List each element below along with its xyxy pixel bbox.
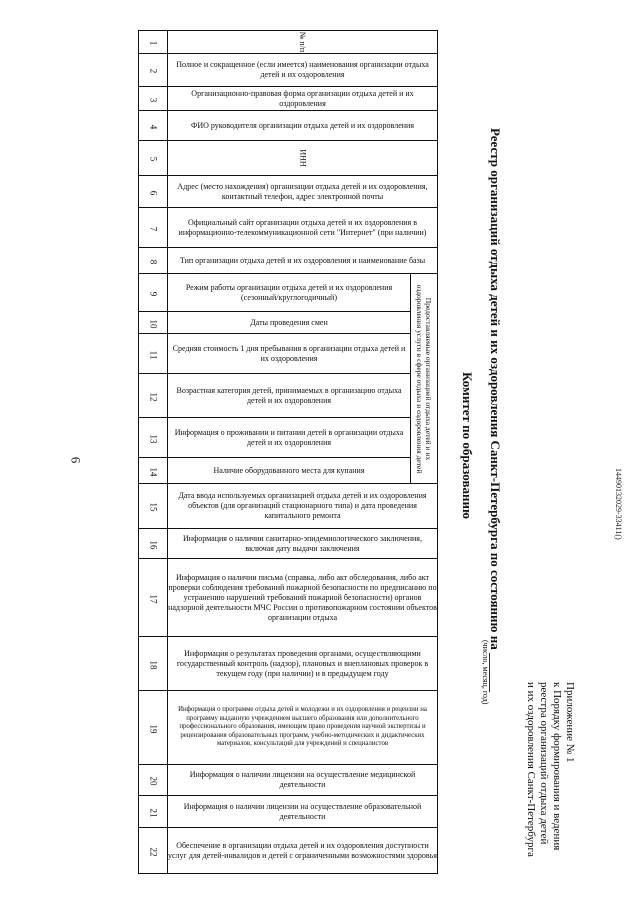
- table-row: [139, 418, 438, 458]
- row-number: 18: [139, 637, 168, 691]
- row-number: 15: [139, 484, 168, 529]
- table-row: [139, 312, 438, 334]
- row-header: Организационно-правовая форма организации отдыха детей и их оздоровления: [168, 87, 438, 111]
- row-header: Возрастная категория детей, принимаемых в организацию отдыха детей и их оздоровления: [168, 374, 411, 418]
- row-header: Информация о наличии письма (справка, либо акт обследования, либо акт проверки соблюдения требований пожарной безопасности по предписанию по устранению нарушений требований пожарной безопасности) органов надзорной деятельности МЧС России о противопожарном состоянии объектов организации отдыха: [168, 559, 438, 637]
- table-row: [139, 111, 438, 141]
- table-row: [139, 796, 438, 828]
- page-number: 6: [68, 456, 84, 464]
- table-row: [139, 458, 438, 484]
- row-header: ИНН: [168, 141, 438, 176]
- row-number: 17: [139, 559, 168, 637]
- row-header: Полное и сокращенное (если имеется) наименования организации отдыха детей и их оздоровления: [168, 54, 438, 87]
- table-row: [139, 274, 438, 312]
- appendix-line: и их оздоровления Санкт-Петербурга: [525, 682, 537, 857]
- row-number: 8: [139, 248, 168, 274]
- row-header: № п/п: [168, 31, 438, 54]
- row-number: 12: [139, 374, 168, 418]
- table-row: [139, 54, 438, 87]
- row-header: Обеспечение в организации отдыха детей и их оздоровления доступности услуг для детей-инвалидов и детей с ограниченными возможностями здоровья: [168, 828, 438, 874]
- table-row: [139, 374, 438, 418]
- row-header: Официальный сайт организации отдыха детей и их оздоровления в информационно-телекоммуникационной сети "Интернет" (при наличии): [168, 208, 438, 248]
- row-number: 6: [139, 176, 168, 208]
- registry-table: [138, 30, 438, 874]
- table-row: [139, 559, 438, 637]
- appendix-block: [524, 682, 576, 857]
- row-number: 20: [139, 765, 168, 796]
- table-row: [139, 828, 438, 874]
- table-row: [139, 484, 438, 529]
- row-number: 22: [139, 828, 168, 874]
- row-number: 14: [139, 458, 168, 484]
- row-header: Адрес (место нахождения) организации отдыха детей и их оздоровления, контактный телефон, адрес электронной почты: [168, 176, 438, 208]
- row-header: Информация о проживании и питании детей в организации отдыха детей и их оздоровления: [168, 418, 411, 458]
- row-number: 10: [139, 312, 168, 334]
- table-row: [139, 87, 438, 111]
- row-number: 2: [139, 54, 168, 87]
- table-row: [139, 176, 438, 208]
- row-number: 16: [139, 529, 168, 559]
- table-row: [139, 334, 438, 374]
- row-header: Информация о наличии санитарно-эпидемиологического заключения, включая дату выдачи заключения: [168, 529, 438, 559]
- table-row: [139, 691, 438, 765]
- services-group-header: Предоставляемые организацией отдыха детей и их оздоровления услуги в сфере отдыха и оздоровления детей: [411, 274, 438, 484]
- row-header: Информация о программе отдыха детей и молодежи и их оздоровления и рецензии на программу выданную учреждением высшего образования или дополнительного профессионального образования, имеющим право проведения научной экспертизы и рецензирования образовательных программ, учебно-методических и дидактических материалов, консультаций для учреждений и специалистов: [168, 691, 438, 765]
- row-header: Дата ввода используемых организацией отдыха детей и их оздоровления объектов (для организаций стационарного типа) и дата проведения капитального ремонта: [168, 484, 438, 529]
- table-row: [139, 529, 438, 559]
- row-number: 5: [139, 141, 168, 176]
- table-row: [139, 208, 438, 248]
- table-row: [139, 141, 438, 176]
- row-number: 3: [139, 87, 168, 111]
- row-number: 21: [139, 796, 168, 828]
- row-header: ФИО руководителя организации отдыха детей и их оздоровления: [168, 111, 438, 141]
- table-row: [139, 31, 438, 54]
- row-header: Информация о наличии лицензии на осуществление медицинской деятельности: [168, 765, 438, 796]
- row-number: 1: [139, 31, 168, 54]
- document-number: 14490132029-33411(): [614, 468, 623, 540]
- table-row: [139, 765, 438, 796]
- row-number: 4: [139, 111, 168, 141]
- document-title: Реестр организаций отдыха детей и их оздоровления Санкт-Петербурга по состоянию на ______: [488, 128, 503, 692]
- row-header: Режим работы организации отдыха детей и их оздоровления (сезонный/круглогодичный): [168, 274, 411, 312]
- row-number: 7: [139, 208, 168, 248]
- date-hint: (число, месяц, год): [481, 640, 490, 705]
- document-subtitle: Комитет по образованию: [460, 372, 475, 519]
- row-header: Тип организации отдыха детей и их оздоровления и наименование базы: [168, 248, 438, 274]
- row-number: 9: [139, 274, 168, 312]
- row-number: 19: [139, 691, 168, 765]
- row-header: Наличие оборудованного места для купания: [168, 458, 411, 484]
- table-row: [139, 248, 438, 274]
- row-number: 13: [139, 418, 168, 458]
- table-row: [139, 637, 438, 691]
- row-header: Средняя стоимость 1 дня пребывания в организации отдыха детей и их оздоровления: [168, 334, 411, 374]
- appendix-line: Приложение № 1: [564, 682, 576, 763]
- row-header: Даты проведения смен: [168, 312, 411, 334]
- appendix-line: к Порядку формирования и ведения: [551, 682, 563, 851]
- row-header: Информация о наличии лицензии на осуществление образовательной деятельности: [168, 796, 438, 828]
- appendix-line: реестра организаций отдыха детей: [538, 682, 550, 845]
- row-number: 11: [139, 334, 168, 374]
- row-header: Информация о результатах проведения органами, осуществляющими государственный контроль (надзор), плановых и внеплановых проверок в текущем году (при наличии) и в предыдущем году: [168, 637, 438, 691]
